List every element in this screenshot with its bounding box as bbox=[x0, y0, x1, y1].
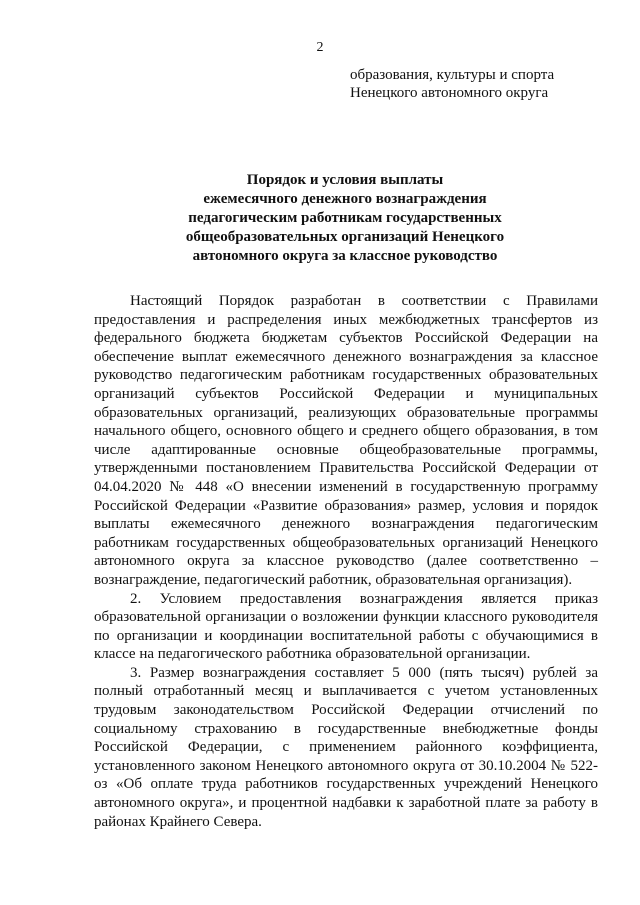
addressee-header bbox=[350, 66, 554, 102]
header-line-2: Ненецкого автономного округа bbox=[350, 85, 549, 101]
title-line-1: Порядок и условия выплаты bbox=[246, 172, 444, 188]
title-line-3: педагогическим работникам государственных bbox=[188, 210, 502, 226]
document-body bbox=[94, 292, 598, 831]
paragraph-1: Настоящий Порядок разработан в соответствии с Правилами предоставления и распределения иных межбюджетных трансфертов из федерального бюджета бюджетам субъектов Российской Федерации на обеспечение выплат ежемесячного денежного вознаграждения за классное руководство педагогическим работникам государственных образовательных организаций субъектов Российской Федерации и муниципальных образовательных организаций, реализующих образовательные программы начального общего, основного общего и среднего общего образования, в том числе адаптированные основные общеобразовательные программы, утвержденными постановлением Правительства Российской Федерации от 04.04.2020 № 448 «О внесении изменений в государственную программу Российской Федерации «Развитие образования» размер, условия и порядок выплаты ежемесячного денежного вознаграждения педагогическим работникам государственных общеобразовательных организаций Ненецкого автономного округа за классное руководство (далее соответственно – вознаграждение, педагогический работник, образовательная организация). bbox=[94, 293, 598, 588]
header-line-1: образования, культуры и спорта bbox=[350, 67, 555, 83]
title-line-2: ежемесячного денежного вознаграждения bbox=[203, 191, 487, 207]
paragraph-3: 3. Размер вознаграждения составляет 5 000 (пять тысяч) рублей за полный отработанный месяц и выплачивается с учетом установленных трудовым законодательством Российской Федерации отчислений по социальному страхованию в государственные внебюджетные фонды Российской Федерации, с применением районного коэффициента, установленного законом Ненецкого автономного округа от 30.10.2004 № 522-оз «Об оплате труда работников государственных учреждений Ненецкого автономного округа», и процентной надбавки к заработной плате за работу в районах Крайнего Севера. bbox=[94, 664, 598, 830]
document-title bbox=[90, 171, 600, 266]
paragraph-2: 2. Условием предоставления вознаграждения является приказ образовательной организации о возложении функции классного руководителя по организации и координации воспитательной работы с обучающимися в классе на педагогического работника образовательной организации. bbox=[94, 590, 598, 663]
title-line-5: автономного округа за классное руководство bbox=[192, 248, 498, 264]
page-number: 2 bbox=[316, 40, 324, 55]
title-line-4: общеобразовательных организаций Ненецкого bbox=[185, 229, 505, 245]
